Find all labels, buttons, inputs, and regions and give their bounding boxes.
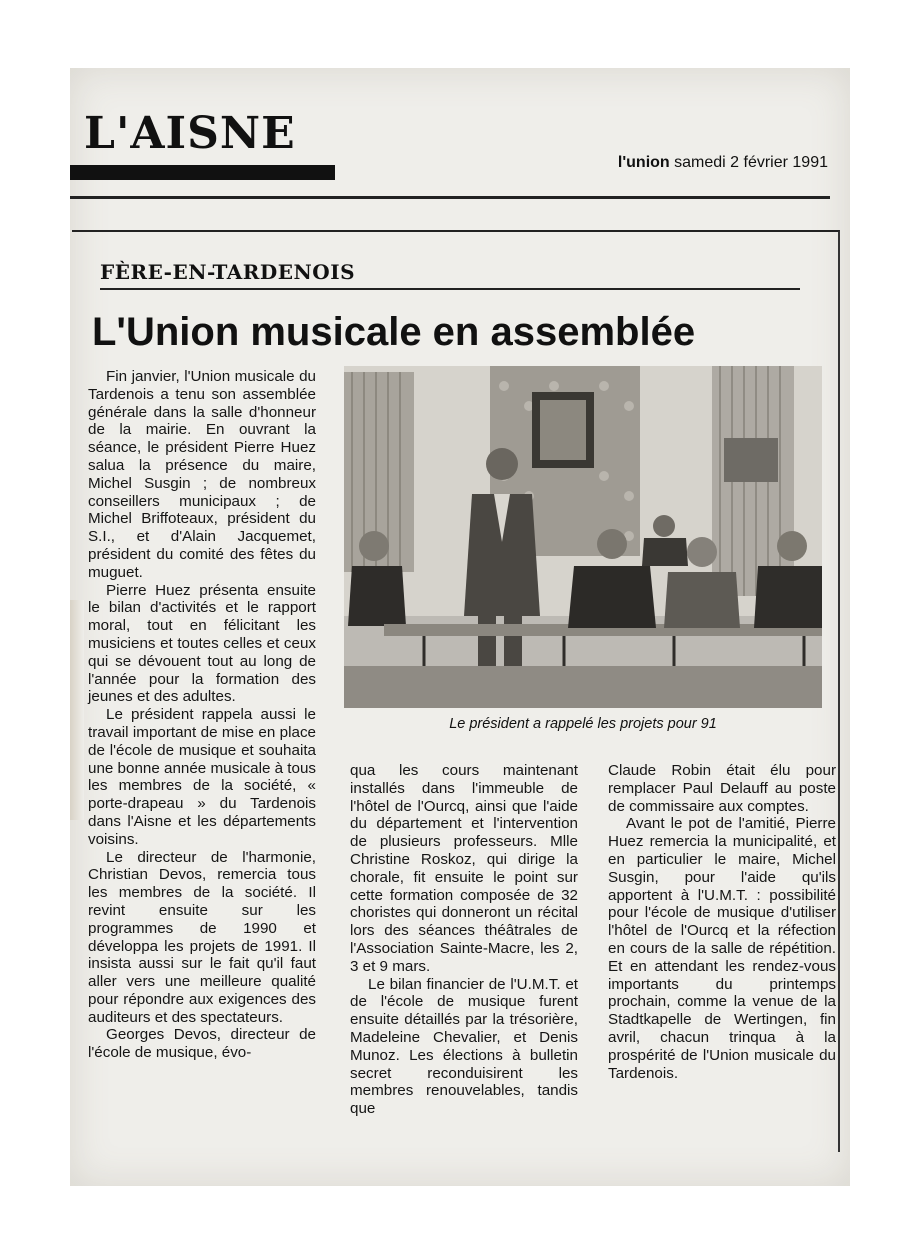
paragraph: Avant le pot de l'amitié, Pierre Huez remercia la municipalité, et en particulier le maire, Michel Susgin, pour l'aide qu'ils apportent à l'U.M.T. : possibilité pour l'école de musique d'utiliser l'hôtel de l'Ourcq et la réfection en cours de la salle de répétition. Et en attendant les rendez-vous importants du printemps prochain, comme la venue de la Stadtkapelle de Wertingen, fin avril, chacun trinqua à la prospérité de l'Union musicale du Tardenois. xyxy=(608,815,836,1082)
article-photo xyxy=(344,366,822,708)
publication-date: samedi 2 février 1991 xyxy=(674,154,828,171)
paragraph: Le directeur de l'harmonie, Christian Devos, remercia tous les membres de la société. Il revint ensuite sur les programmes de 1990 et développa les projets de 1991. Il insista aussi sur le fait qu'il faut aller vers une meilleure qualité pour répondre aux exigences des auditeurs et des spectateurs. xyxy=(88,848,316,1026)
photo-caption: Le président a rappelé les projets pour 91 xyxy=(449,716,717,732)
location-kicker: FÈRE-EN-TARDENOIS xyxy=(100,260,356,284)
article-column-2 xyxy=(350,762,578,1118)
section-title-bar xyxy=(70,165,335,180)
top-rule xyxy=(70,196,830,199)
paper-name: l'union xyxy=(617,154,670,171)
paragraph: Le bilan financier de l'U.M.T. et de l'école de musique furent ensuite détaillés par la trésorière, Madeleine Chevalier, et Denis Munoz. Les élections à bulletin secret reconduisirent les membres renouvelables, tandis que xyxy=(350,975,578,1118)
dateline xyxy=(618,154,828,172)
kicker-rule xyxy=(100,288,800,290)
paragraph: Pierre Huez présenta ensuite le bilan d'activités et le rapport moral, tout en félicitant les musiciens et toutes celles et ceux qui se dévouent tout au long de l'année pour la formation des jeunes et des adultes. xyxy=(88,581,316,706)
paragraph: qua les cours maintenant installés dans l'immeuble de l'hôtel de l'Ourcq, ainsi que l'aide du département et l'intervention de plusieurs professeurs. Mlle Christine Roskoz, qui dirige la chorale, fit ensuite le point sur cette formation composée de 32 choristes qui donneront un récital lors des séances théâtrales de l'Association Sainte-Macre, les 2, 3 et 9 mars. xyxy=(350,762,578,975)
paragraph: Georges Devos, directeur de l'école de musique, évo- xyxy=(88,1026,316,1062)
paragraph: Le président rappela aussi le travail important de mise en place de l'école de musique et souhaita une bonne année musicale à tous les membres de la société, « porte-drapeau » du Tardenois dans l'Aisne et les départements voisins. xyxy=(88,706,316,848)
section-title: L'AISNE xyxy=(84,108,296,159)
headline: L'Union musicale en assemblée xyxy=(92,310,696,354)
article-column-3 xyxy=(608,762,836,1082)
paragraph: Claude Robin était élu pour remplacer Paul Delauff au poste de commissaire aux comptes. xyxy=(608,762,836,815)
paragraph: Fin janvier, l'Union musicale du Tardenois a tenu son assemblée générale dans la salle d'honneur de la mairie. En ouvrant la séance, le président Pierre Huez salua la présence du maire, Michel Susgin ; de nombreux conseillers municipaux ; de Michel Briffoteaux, président du S.I., et d'Alain Jacquemet, président du comité des fêtes du muguet. xyxy=(88,368,316,581)
article-column-1 xyxy=(88,368,316,1062)
